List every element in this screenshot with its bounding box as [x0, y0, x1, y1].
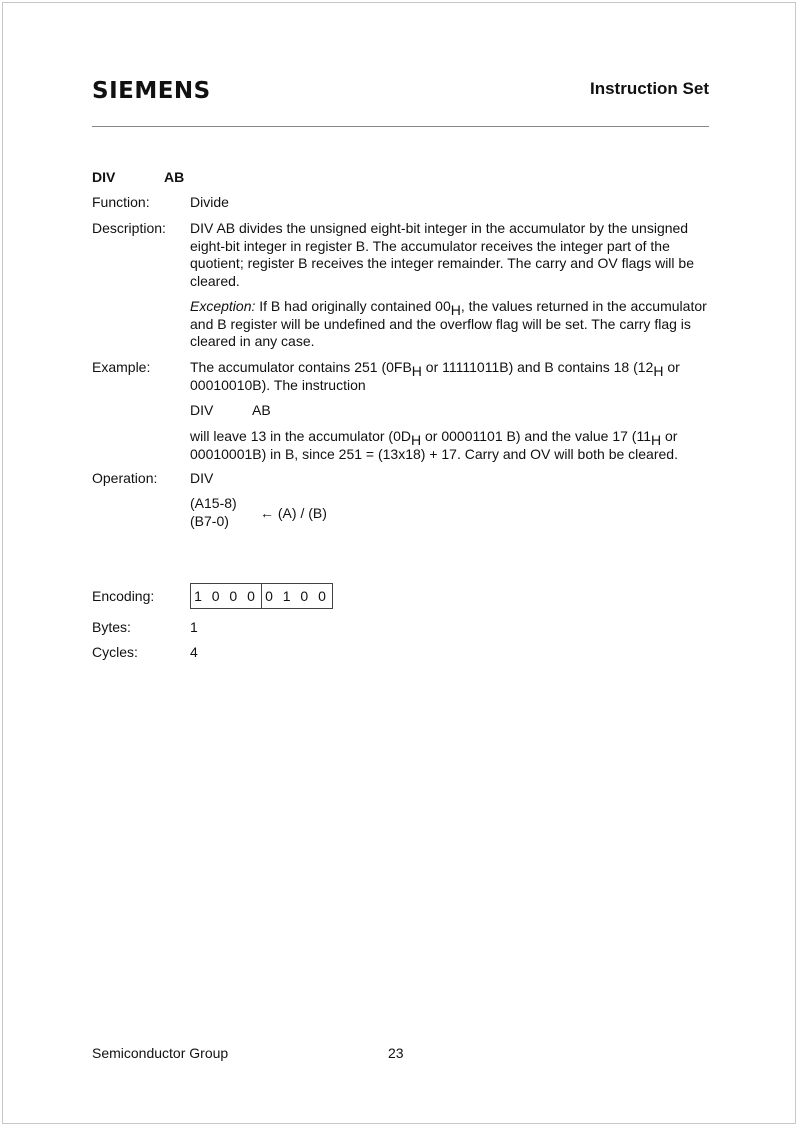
- encoding-label: Encoding:: [92, 588, 155, 604]
- description-exception: Exception: If B had originally contained $00_H$, the values returned in the accumulator and B register will be undefined and the overflow flag will be set. The carry flag is cleared in any case.: [190, 298, 707, 349]
- exception-label: Exception:: [190, 298, 256, 314]
- operation-mnemonic: DIV: [190, 470, 214, 486]
- page-number: 23: [388, 1045, 404, 1061]
- example-label: Example:: [92, 359, 151, 375]
- description-text: DIV AB divides the unsigned eight-bit integer in the accumulator by the unsigned eight-bit integer in register B. The accumulator receives the integer part of the quotient; register B receives the integer remainder. The carry and OV flags will be cleared.: [190, 220, 694, 289]
- bytes-label: Bytes:: [92, 619, 131, 635]
- instruction-mnemonic: DIV: [92, 169, 116, 185]
- cycles-value: 4: [190, 644, 198, 660]
- function-value: Divide: [190, 194, 229, 210]
- operation-dest-1: (A15-8): [190, 495, 237, 511]
- function-label: Function:: [92, 194, 150, 210]
- header-divider: [92, 126, 709, 127]
- example-instruction: DIV AB: [190, 402, 271, 418]
- operation-dest-2: (B7-0): [190, 513, 229, 529]
- instruction-heading: [92, 169, 185, 187]
- page-border: [2, 2, 796, 1124]
- footer-publisher: Semiconductor Group: [92, 1045, 229, 1061]
- siemens-logo: SIEMENS: [92, 78, 211, 104]
- encoding-low-nibble: 0 1 0 0: [261, 584, 332, 608]
- example-text-2: will leave 13 in the accumulator ($0D_H$ or 00001101 B) and the value 17 ($11_H$ or 00010001B) in B, since 251 = (13x18) + 17. Carry and OV will both be cleared.: [190, 428, 678, 462]
- operation-expression: ← (A) / (B): [260, 505, 327, 521]
- description-label: Description:: [92, 220, 166, 236]
- encoding-high-nibble: 1 0 0 0: [194, 588, 258, 604]
- example-text-1: The accumulator contains 251 ($0FB_H$ or 11111011B) and B contains 18 ($12_H$ or 00010010B). The instruction: [190, 359, 680, 393]
- operation-label: Operation:: [92, 470, 158, 486]
- bytes-value: 1: [190, 619, 198, 635]
- instruction-operand: AB: [164, 169, 185, 185]
- cycles-label: Cycles:: [92, 644, 138, 660]
- encoding-box: [190, 583, 333, 609]
- section-title: Instruction Set: [589, 79, 709, 98]
